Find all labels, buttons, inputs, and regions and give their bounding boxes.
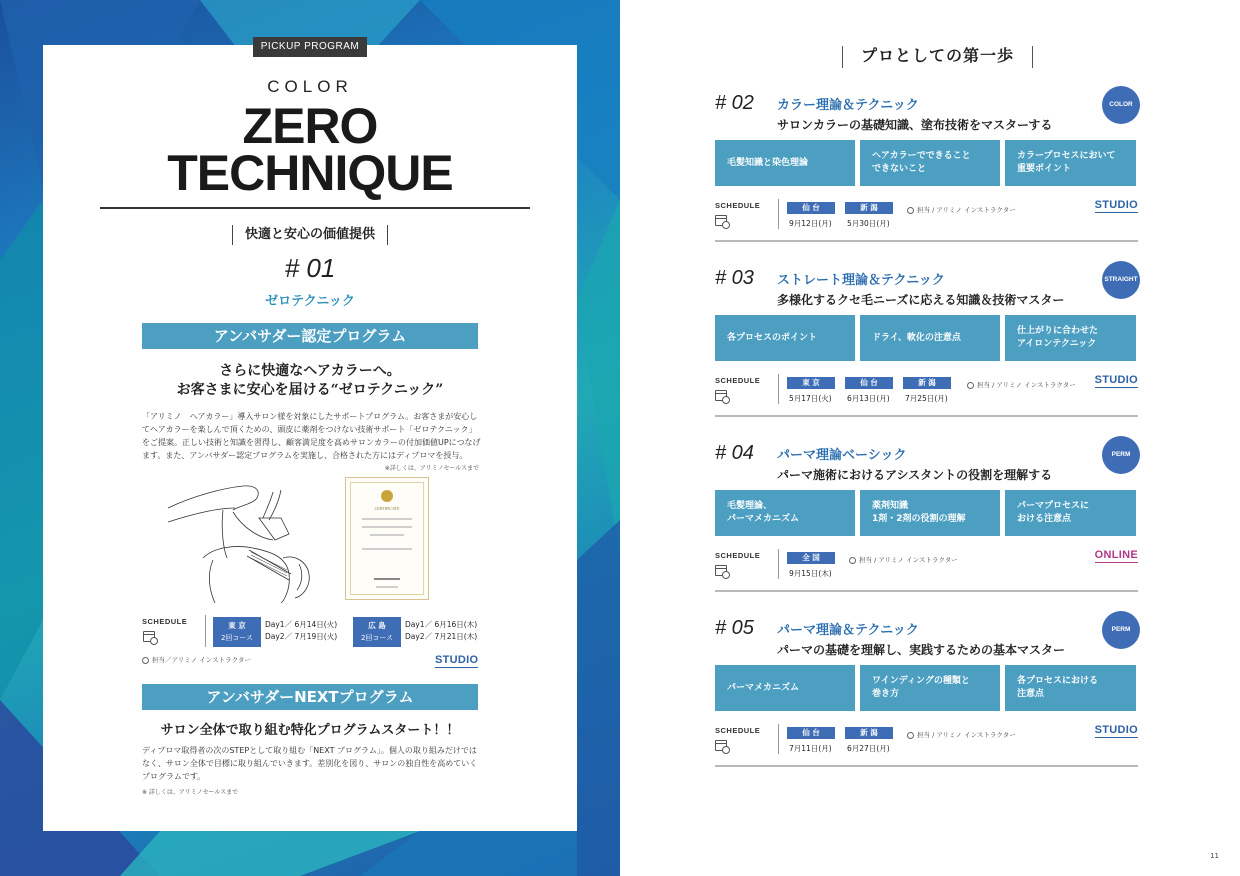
diploma-certificate-image <box>345 477 429 600</box>
tokyo-day2: Day2／ 7月19日(火) <box>265 632 338 641</box>
right-page <box>620 0 1240 876</box>
category-badge: PERM <box>1102 611 1140 649</box>
course-title: パーマ理論＆テクニック <box>777 623 919 638</box>
topic-tile: カラープロセスにおいて 重要ポイント <box>1005 140 1136 186</box>
hiroshima-day2: Day2／ 7月21日(木) <box>405 632 478 641</box>
course-title: ストレート理論＆テクニック <box>777 273 945 288</box>
category-badge: COLOR <box>1102 86 1140 124</box>
hiroshima-day1: Day1／ 6月16日(木) <box>405 620 478 629</box>
topic-tile: 薬剤知識 1剤・2剤の役割の理解 <box>860 490 1000 536</box>
city-badge: 全 国 <box>787 552 835 564</box>
topic-tile: 仕上がりに合わせた アイロンテクニック <box>1005 315 1136 361</box>
course-section-02 <box>715 92 1138 252</box>
date-text: 9月15日(木) <box>789 569 832 578</box>
person-icon <box>849 557 856 564</box>
hair-treatment-illustration <box>163 478 323 603</box>
main-title-line2: TECHNIQUE <box>167 145 453 201</box>
topic-tile: 毛髪知識と染色理論 <box>715 140 855 186</box>
schedule-label: SCHEDULE <box>715 551 761 560</box>
venue-label: STUDIO <box>1094 724 1138 736</box>
date-text: 6月13日(月) <box>847 394 890 403</box>
date-text: 9月12日(月) <box>789 219 832 228</box>
person-icon <box>967 382 974 389</box>
topic-tile: パーマメカニズム <box>715 665 855 711</box>
value-heading <box>43 223 577 245</box>
topic-tile: 各プロセスのポイント <box>715 315 855 361</box>
city-badge: 新 潟 <box>903 377 951 389</box>
date-text: 7月25日(月) <box>905 394 948 403</box>
schedule-label: SCHEDULE <box>715 726 761 735</box>
calendar-icon <box>143 631 155 642</box>
schedule-label: SCHEDULE <box>142 617 188 626</box>
calendar-icon <box>715 740 727 751</box>
course-number: # 04 <box>715 442 754 464</box>
course-section-05 <box>715 617 1138 777</box>
hiroshima-dates <box>405 619 477 643</box>
venue-label: ONLINE <box>1094 549 1138 561</box>
instructor-info: 担当 / アリミノ インストラクター <box>849 555 958 564</box>
program-name: ゼロテクニック <box>265 294 355 309</box>
note-sales: ※詳しくは、アリミノセールスまで <box>384 465 479 472</box>
topic-tiles <box>715 490 1136 536</box>
page-heading-text: プロとしての第一歩 <box>861 46 1015 65</box>
person-icon <box>142 657 149 664</box>
category-badge: PERM <box>1102 436 1140 474</box>
pickup-tag: PICKUP PROGRAM <box>253 37 367 57</box>
program-card <box>43 41 577 831</box>
page-heading <box>824 43 1051 68</box>
date-text: 6月27日(月) <box>847 744 890 753</box>
course-subtitle: パーマ施術におけるアシスタントの役割を理解する <box>777 468 1053 482</box>
topic-tile: ワインディングの種類と 巻き方 <box>860 665 1000 711</box>
certificate-title: CERTIFICATE <box>374 506 400 511</box>
value-text: 快適と安心の価値提供 <box>244 227 375 242</box>
course-count: 2回コース <box>220 634 254 642</box>
person-icon <box>907 207 914 214</box>
topic-tile: パーマプロセスに おける注意点 <box>1005 490 1136 536</box>
city-badge: 仙 台 <box>787 202 835 214</box>
instructor-info: 担当 / アリミノ インストラクター <box>967 380 1076 389</box>
next-description: ディプロマ取得者の次のSTEPとして取り組む「NEXT プログラム」。個人の取り組みだけではなく、サロン全体で目標に取り組んでいきます。差別化を図り、サロンの独自性を高めていくプログラムです。 <box>142 746 478 781</box>
calendar-icon <box>715 215 727 226</box>
main-title-line1: ZERO <box>242 98 378 154</box>
city-name: 東 京 <box>228 621 246 630</box>
course-number: # 03 <box>715 267 754 289</box>
course-number: # 02 <box>715 92 754 114</box>
course-subtitle: サロンカラーの基礎知識、塗布技術をマスターする <box>777 118 1053 132</box>
page-number: 11 <box>1210 852 1219 860</box>
course-section-04 <box>715 442 1138 602</box>
city-badge: 東 京 <box>787 377 835 389</box>
city-name: 広 島 <box>368 621 386 630</box>
city-badge-hiroshima <box>353 617 401 647</box>
title-rule <box>100 207 530 209</box>
city-badge: 仙 台 <box>845 377 893 389</box>
city-badge: 仙 台 <box>787 727 835 739</box>
tokyo-dates <box>265 619 337 643</box>
tokyo-day1: Day1／ 6月14日(火) <box>265 620 338 629</box>
schedule-label: SCHEDULE <box>715 376 761 385</box>
date-text: 5月30日(月) <box>847 219 890 228</box>
certificate-seal-icon <box>381 490 393 502</box>
topic-tiles <box>715 665 1136 711</box>
course-subtitle: 多様化するクセ毛ニーズに応える知識＆技術マスター <box>777 293 1065 307</box>
city-badge-tokyo <box>213 617 261 647</box>
category-badge: STRAIGHT <box>1102 261 1140 299</box>
lead-line2: お客さまに安心を届ける“ゼロテクニック” <box>176 382 444 398</box>
course-subtitle: パーマの基礎を理解し、実践するための基本マスター <box>777 643 1066 657</box>
lead-line1: さらに快適なヘアカラーへ。 <box>219 363 401 379</box>
calendar-icon <box>715 565 727 576</box>
main-title <box>43 98 577 201</box>
topic-tile: ヘアカラーでできること できないこと <box>860 140 1000 186</box>
topic-tile: 各プロセスにおける 注意点 <box>1005 665 1136 711</box>
next-program-band: アンバサダーNEXTプログラム <box>142 684 478 710</box>
city-badge: 新 潟 <box>845 202 893 214</box>
course-count: 2回コース <box>360 634 394 642</box>
instructor-info: 担当 / アリミノ インストラクター <box>907 205 1016 214</box>
course-title: パーマ理論ベーシック <box>777 448 907 463</box>
instructor-text: 担当／アリミノ インストラクター <box>152 656 251 664</box>
topic-tile: ドライ、軟化の注意点 <box>860 315 1000 361</box>
date-text: 7月11日(月) <box>789 744 832 753</box>
venue-label: STUDIO <box>1094 199 1138 211</box>
date-text: 5月17日(火) <box>789 394 832 403</box>
person-icon <box>907 732 914 739</box>
program-number: # 01 <box>284 253 336 283</box>
city-badge: 新 潟 <box>845 727 893 739</box>
program-description: 「アリミノ ヘアカラー」導入サロン様を対象にしたサポートプログラム。お客さまが安心してヘアカラーを楽しんで頂くための、頭皮に薬剤をつけない技術サポート「ゼロテクニック」をご提案。正しい技術と知識を習得し、顧客満足度を高めサロンカラーの付加価値UPにつなげます。また、アンバサダー認定プログラムを実施し、合格された方にはディプロマを授与。 <box>142 412 481 460</box>
color-label: COLOR <box>267 77 353 96</box>
calendar-icon <box>715 390 727 401</box>
topic-tiles <box>715 140 1136 186</box>
course-number: # 05 <box>715 617 754 639</box>
instructor-info: 担当 / アリミノ インストラクター <box>907 730 1016 739</box>
venue-studio: STUDIO <box>435 654 479 666</box>
note-sales-2: ※ 詳しくは、アリミノセールスまで <box>142 789 239 796</box>
next-lead: サロン全体で取り組む特化プログラムスタート！！ <box>160 723 460 738</box>
ambassador-band: アンバサダー認定プログラム <box>142 323 478 349</box>
topic-tile: 毛髪理論、 パーマメカニズム <box>715 490 855 536</box>
schedule-label: SCHEDULE <box>715 201 761 210</box>
course-section-03 <box>715 267 1138 427</box>
topic-tiles <box>715 315 1136 361</box>
venue-label: STUDIO <box>1094 374 1138 386</box>
course-title: カラー理論＆テクニック <box>777 98 919 113</box>
instructor-info <box>142 655 251 664</box>
